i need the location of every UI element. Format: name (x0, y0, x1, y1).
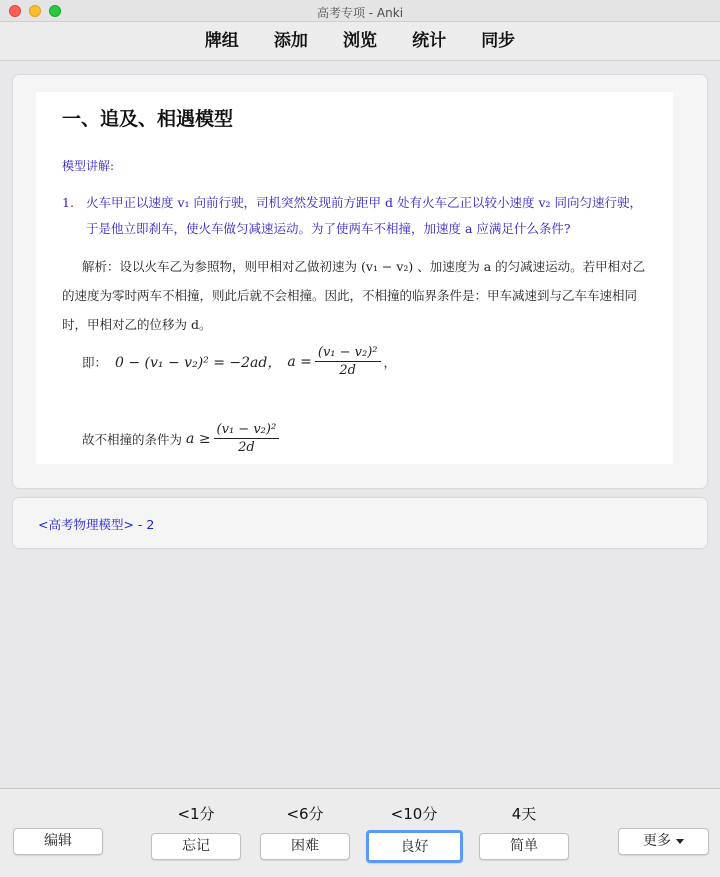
formula-fraction (315, 345, 381, 378)
formula-prefix: 即： (82, 354, 108, 370)
card-heading: 一、追及、相遇模型 (62, 108, 234, 130)
formula-a-equals: a = (287, 353, 312, 370)
window-title: 高考专项 - Anki (316, 6, 404, 20)
question-number: 1. (62, 195, 74, 210)
condition-denominator: 2d (238, 440, 255, 455)
more-button-label: 更多 (643, 833, 671, 849)
card-tag-text: <高考物理模型> - 2 (38, 517, 155, 532)
window-titlebar (0, 0, 720, 22)
analysis-block (62, 252, 654, 339)
interval-good: <10分 (390, 805, 438, 823)
easy-button[interactable]: 简单 (479, 833, 569, 860)
interval-easy: 4天 (511, 805, 537, 823)
more-button[interactable] (618, 828, 709, 855)
condition-numerator: (v₁ − v₂)² (214, 422, 280, 439)
chevron-down-icon (676, 839, 684, 844)
condition-a-geq: a ≥ (186, 430, 211, 447)
card-subheading: 模型讲解: (62, 159, 115, 173)
card-display (13, 75, 707, 488)
edit-button[interactable]: 编辑 (13, 828, 103, 855)
again-button[interactable]: 忘记 (151, 833, 241, 860)
condition-fraction (214, 422, 280, 455)
question-block (62, 190, 652, 242)
answer-bar (0, 788, 720, 877)
toolbar-sync[interactable]: 同步 (481, 31, 516, 51)
interval-hard: <6分 (286, 805, 324, 823)
interval-again: <1分 (177, 805, 215, 823)
card-tags-panel (13, 498, 707, 548)
hard-button[interactable]: 困难 (260, 833, 350, 860)
toolbar-browse[interactable]: 浏览 (343, 31, 377, 51)
main-toolbar (0, 22, 720, 61)
formula-suffix: ， (383, 354, 397, 370)
formula-acceleration (82, 345, 396, 378)
toolbar-stats[interactable]: 统计 (412, 31, 447, 51)
good-button[interactable]: 良好 (366, 830, 463, 863)
toolbar-decks[interactable]: 牌组 (204, 31, 239, 51)
condition-prefix: 故不相撞的条件为 (82, 431, 183, 447)
fraction-denominator: 2d (339, 363, 356, 378)
formula-equation: 0 − (v₁ − v₂)² = −2ad， (115, 354, 282, 371)
card-image (36, 92, 673, 464)
fraction-numerator: (v₁ − v₂)² (315, 345, 381, 362)
analysis-paragraph: 解析：设以火车乙为参照物，则甲相对乙做初速为 (v₁ − v₂) 、加速度为 a 的匀减速运动。若甲相对乙的速度为零时两车不相撞，则此后就不会相撞。因此，不相撞的临界条件是：甲车减速到与乙车车速相同时，甲相对乙的位移为 d。 (62, 259, 646, 332)
question-text: 火车甲正以速度 v₁ 向前行驶，司机突然发现前方距甲 d 处有火车乙正以较小速度 v₂ 同向匀速行驶，于是他立即刹车，使火车做匀减速运动。为了使两车不相撞，加速度 a 应满足什么条件? (86, 195, 642, 236)
toolbar-add[interactable]: 添加 (273, 31, 308, 51)
formula-condition (82, 422, 282, 455)
